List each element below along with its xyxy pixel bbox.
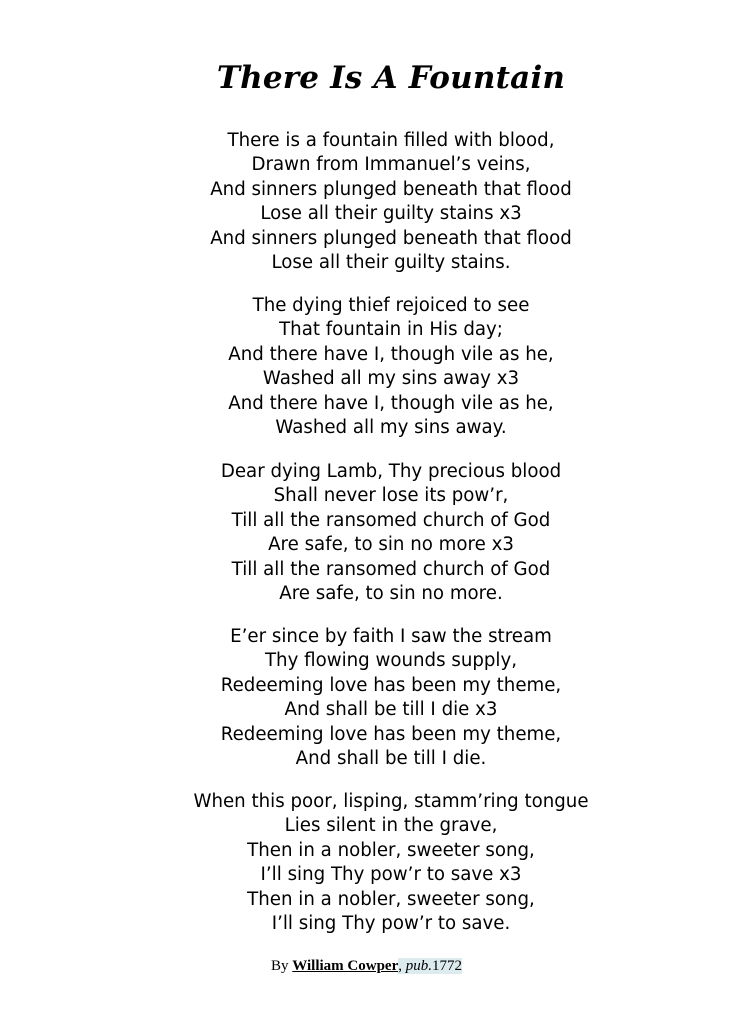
verse-line: Lies silent in the grave, <box>284 815 498 837</box>
verse-2 <box>0 294 751 440</box>
verse-1 <box>0 129 751 275</box>
byline-prefix: By <box>271 958 293 974</box>
verse-line: Drawn from Immanuel’s veins, <box>251 154 531 176</box>
verse-4 <box>0 625 751 771</box>
publication-year: 1772 <box>431 958 462 974</box>
poem-title: There Is A Fountain <box>216 60 566 96</box>
verse-line: Dear dying Lamb, Thy precious blood <box>220 461 562 482</box>
verse-line: Till all the ransomed church of God <box>231 509 551 531</box>
verse-line: Lose all their guilty stains. <box>271 252 511 274</box>
verse-line: There is a fountain filled with blood, <box>227 130 555 151</box>
verse-line: Till all the ransomed church of God <box>231 558 551 580</box>
verse-line: And there have I, though vile as he, <box>228 343 554 365</box>
verse-line: I’ll sing Thy pow’r to save x3 <box>260 864 522 886</box>
verse-3 <box>0 460 751 606</box>
verse-line: Shall never lose its pow’r, <box>273 485 509 507</box>
highlighted-publication <box>398 958 462 974</box>
publication-label: pub. <box>405 958 432 974</box>
verse-line: And shall be till I die. <box>295 748 487 770</box>
verse-line: The dying thief rejoiced to see <box>252 295 530 316</box>
verse-line: Lose all their guilty stains x3 <box>260 203 522 225</box>
verse-5 <box>0 790 751 936</box>
verse-line: That fountain in His day; <box>279 319 503 341</box>
verse-line: And shall be till I die x3 <box>284 699 498 721</box>
verse-line: Are safe, to sin no more x3 <box>268 534 514 556</box>
attribution <box>271 955 462 977</box>
verse-line: I’ll sing Thy pow’r to save. <box>271 913 511 935</box>
verse-line: Then in a nobler, sweeter song, <box>247 888 535 910</box>
verse-line: And sinners plunged beneath that flood <box>210 227 572 249</box>
verse-line: E’er since by faith I saw the stream <box>230 626 552 647</box>
verse-line: When this poor, lisping, stamm’ring tongue <box>193 791 589 812</box>
verse-line: Redeeming love has been my theme, <box>220 674 562 696</box>
verse-line: Thy flowing wounds supply, <box>264 650 518 672</box>
verse-line: Are safe, to sin no more. <box>279 583 503 605</box>
author-link[interactable]: William Cowper <box>292 958 399 974</box>
byline-separator: , <box>398 958 406 974</box>
verse-line: And there have I, though vile as he, <box>228 392 554 414</box>
verse-line: Redeeming love has been my theme, <box>220 723 562 745</box>
verse-line: Then in a nobler, sweeter song, <box>247 839 535 861</box>
verse-line: Washed all my sins away x3 <box>262 368 520 390</box>
verse-line: And sinners plunged beneath that flood <box>210 178 572 200</box>
verse-line: Washed all my sins away. <box>275 417 507 439</box>
